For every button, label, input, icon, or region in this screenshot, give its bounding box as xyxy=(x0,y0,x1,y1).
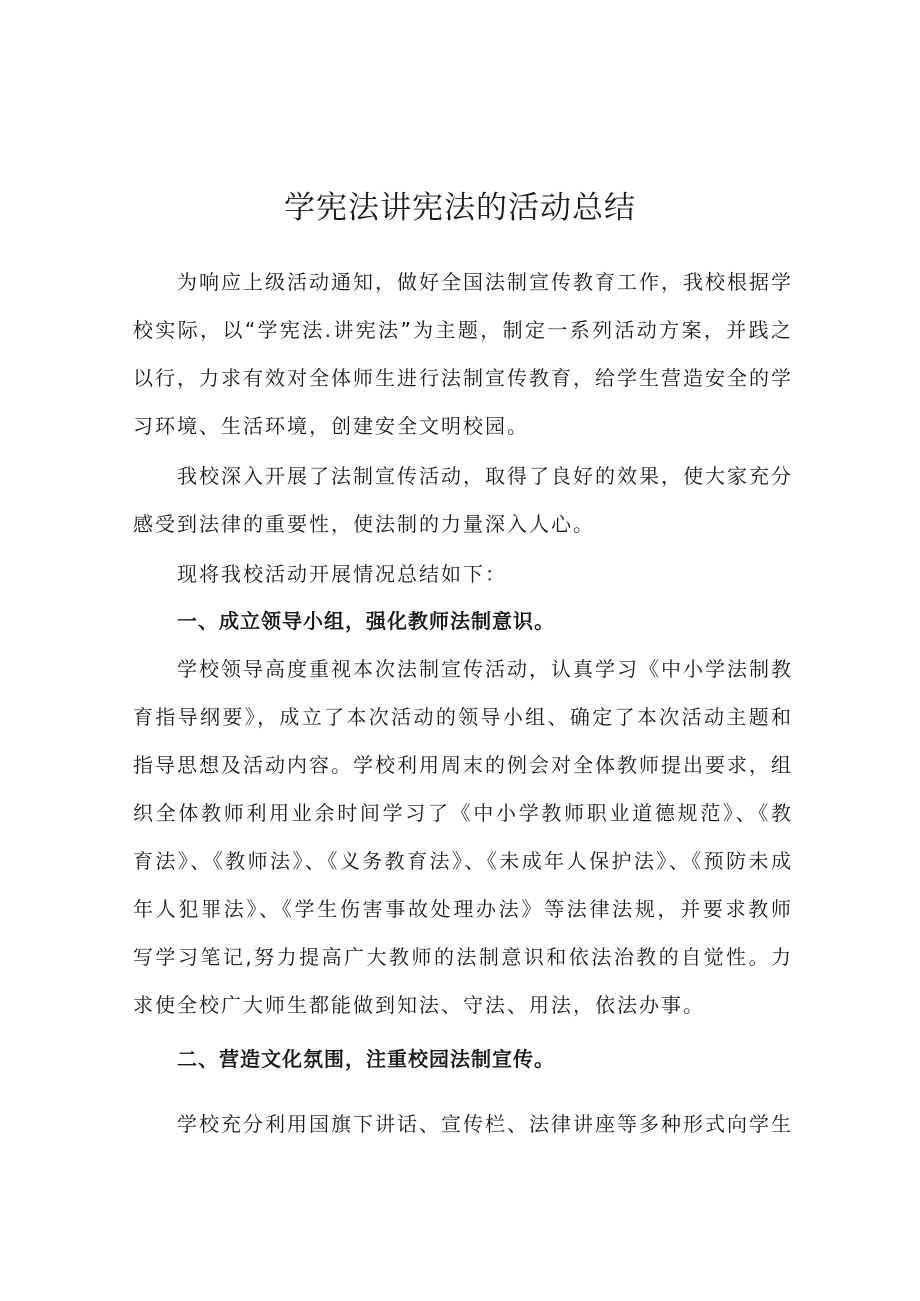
document-title: 学宪法讲宪法的活动总结 xyxy=(284,189,636,226)
section-heading-1: 一、成立领导小组，强化教师法制意识。 xyxy=(177,609,555,633)
paragraph-effect: 我校深入开展了法制宣传活动，取得了良好的效果，使大家充分感受到法律的重要性，使法制的力量深入人心。 xyxy=(133,464,793,536)
section-heading-2: 二、营造文化氛围，注重校园法制宣传。 xyxy=(177,1047,555,1071)
paragraph-leadership: 学校领导高度重视本次法制宣传活动，认真学习《中小学法制教育指导纲要》，成立了本次活动的领导小组、确定了本次活动主题和指导思想及活动内容。学校利用周末的例会对全体教师提出要求，组织全体教师利用业余时间学习了《中小学教师职业道德规范》、《教育法》、《教师法》、《义务教育法》、《未成年人保护法》、《预防未成年人犯罪法》、《学生伤害事故处理办法》等法律法规，并要求教师写学习笔记,努力提高广大教师的法制意识和依法治教的自觉性。力求使全校广大师生都能做到知法、守法、用法，依法办事。 xyxy=(133,657,793,1017)
paragraph-intro: 为响应上级活动通知，做好全国法制宣传教育工作，我校根据学校实际，以“学宪法.讲宪法”为主题，制定一系列活动方案，并践之以行，力求有效对全体师生进行法制宣传教育，给学生营造安全的学习环境、生活环境，创建安全文明校园。 xyxy=(133,270,793,438)
paragraph-summary-lead: 现将我校活动开展情况总结如下： xyxy=(177,562,507,586)
paragraph-campus-promotion: 学校充分利用国旗下讲话、宣传栏、法律讲座等多种形式向学生 xyxy=(177,1112,793,1136)
